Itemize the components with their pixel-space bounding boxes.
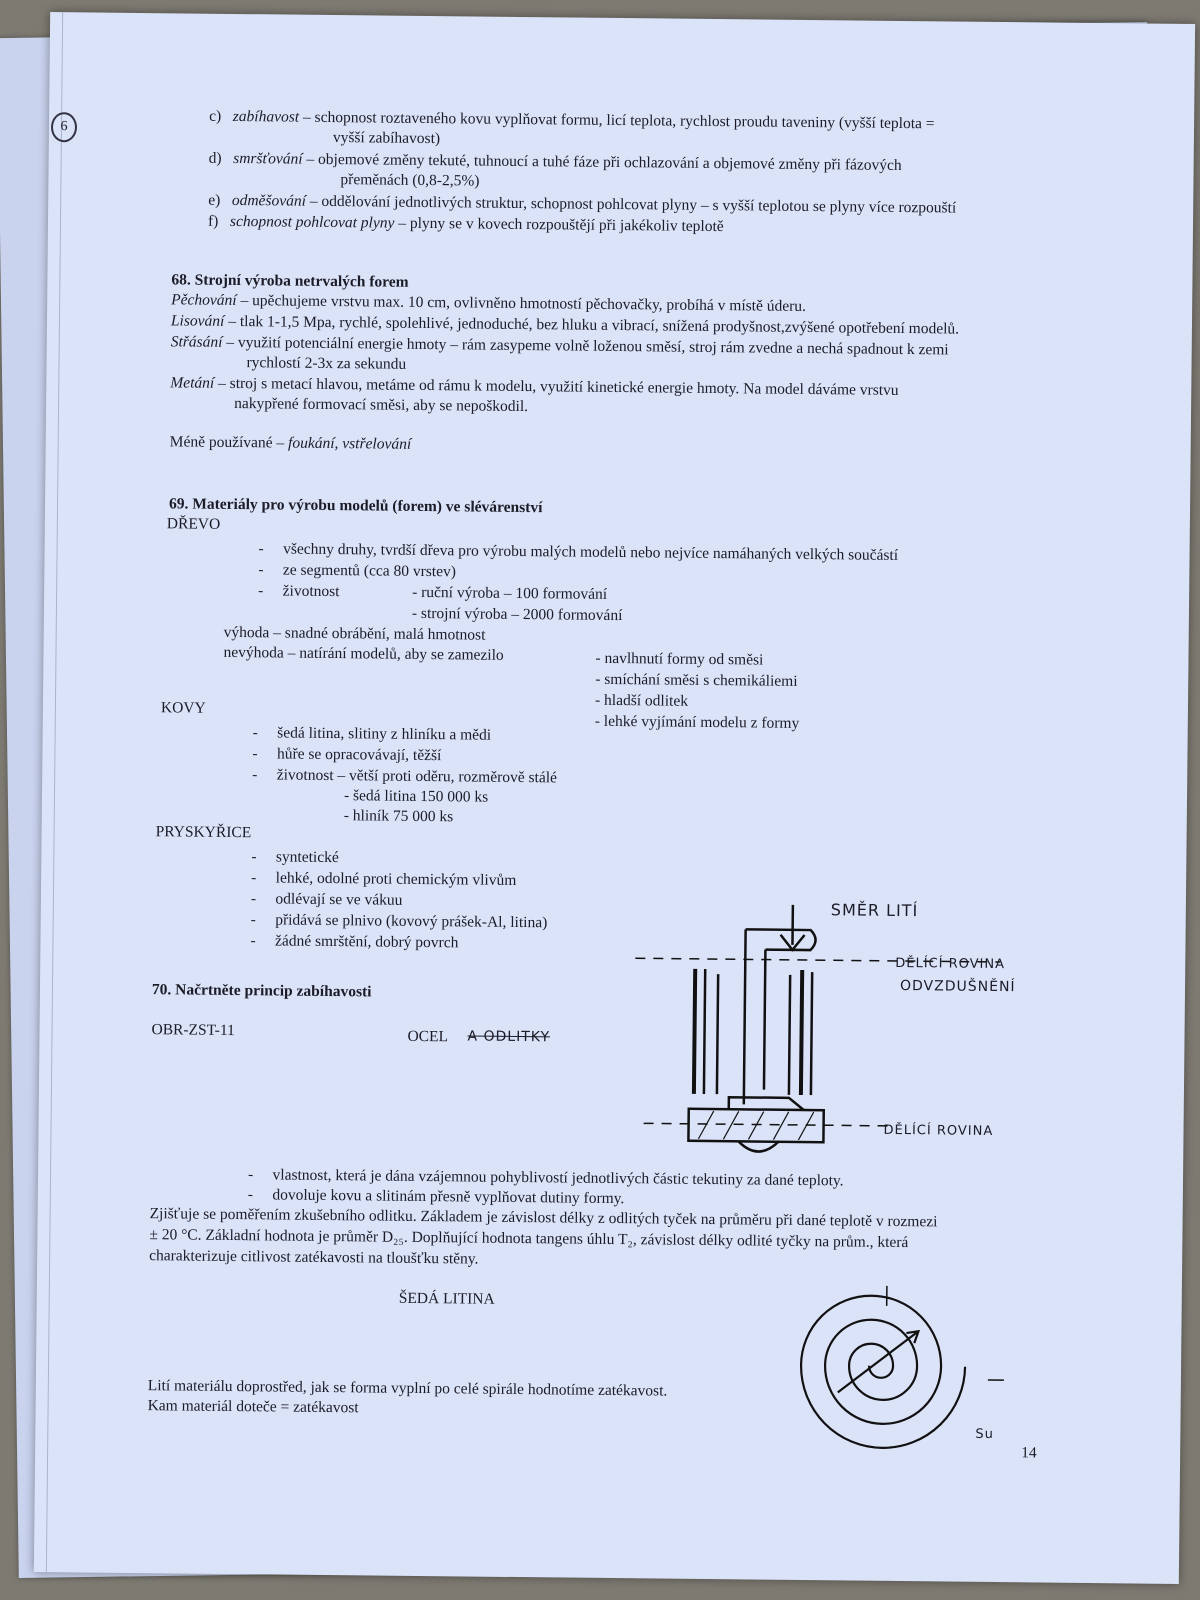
list-item: f) schopnost pohlcovat plyny – plyny se v kovech rozpouštějí při jakékoliv teplotě [207,212,724,236]
sub-item: - smíchání směsi s chemikáliemi [595,670,798,690]
section-heading: 68. Strojní výroba netrvalých forem [171,271,409,291]
paragraph-line: charakterizuje citlivost zatékavosti na tloušťku stěny. [149,1247,479,1268]
sub-item: - lehké vyjímání modelu z formy [594,712,800,732]
bullet-item: - vlastnost, která je dána vzájemnou pohyblivostí jednotlivých částic tekutiny za dané teploty. [247,1166,844,1190]
s68-item: Střásání – využití potenciální energie hmoty – rám zasypeme volně loženou směsí, stroj rám zvedne a nechá spadnout k zemi [170,333,949,359]
bullet-item: - dovoluje kovu a slitinám přesně vyplňovat dutiny formy. [247,1186,625,1208]
bullet-item: - ze segmentů (cca 80 vrstev) [258,561,457,581]
bullet-item: - životnost [258,582,340,601]
s68-item: Metání – stroj s metací hlavou, metáme od rámu k modelu, využití kinetické energie hmoty. Na model dáváme vrstvu [170,374,899,399]
cast-iron-label: ŠEDÁ LITINA [398,1289,495,1308]
list-item: e) odměšování – oddělování jednotlivých struktur, schopnost pohlcovat plyny – s vyšší teplotou se plyny více rozpouští [208,191,957,217]
list-item-cont: vyšší zabíhavost) [332,129,441,148]
sub-item: - navlhnutí formy od směsi [595,649,764,669]
page-number: 14 [1021,1444,1037,1462]
list-item: d) smršťování – objemové změny tekuté, tuhnoucí a tuhé fáze při ochlazování a objemové změny při fázových [208,149,902,174]
s68-item: Pěchování – upěchujeme vrstvu max. 10 cm, ovlivněno hmotností pěchovačky, probíhá v místě úderu. [171,291,807,315]
s68-item-cont: rychlostí 2-3x za sekundu [246,354,407,373]
venting-label: ODVZDUŠNĚNÍ [899,978,1016,996]
less-used: Méně používané – foukání, vstřelování [169,433,412,453]
paragraph-line: Kam materiál doteče = zatékavost [147,1397,359,1417]
sub-item: - hliník 75 000 ks [343,807,454,826]
parting-plane-label-2: DĚLÍCÍ ROVINA [883,1122,994,1139]
bullet-item: - hůře se opracovávají, těžší [252,745,442,765]
advantage: výhoda – snadné obrábění, malá hmotnost [223,623,486,644]
bullet-item: - všechny druhy, tvrdší dřeva pro výrobu malých modelů nebo nejvíce namáhaných velkých součástí [258,540,899,564]
pour-direction-label: SMĚR LITÍ [830,900,919,921]
margin-page-number: 6 [51,112,77,142]
bullet-item: - syntetické [251,848,339,867]
struck-text: A ODLITKY [467,1028,551,1046]
sub-item: - strojní výroba – 2000 formování [411,604,623,625]
list-item-cont: přeměnách (0,8-2,5%) [340,171,480,190]
section-heading: 70. Načrtněte princip zabíhavosti [151,981,372,1001]
sub-item: - hladší odlitek [594,691,689,710]
bullet-item: - životnost – větší proti oděru, rozměrově stálé [252,766,558,787]
figure-ref: OBR-ZST-11 [151,1021,235,1040]
s68-item: Lisování – tlak 1-1,5 Mpa, rychlé, spolehlivé, jednoduché, bez hluku a vibrací, snížená prodyšnost,zvýšené opotřebení modelů. [170,312,960,338]
sub-item: - ruční výroba – 100 formování [412,583,608,603]
list-item: c) zabíhavost – schopnost roztaveného kovu vyplňovat formu, licí teplota, rychlost proudu taveniny (vyšší teplota = [209,107,935,133]
material-title: KOVY [160,699,206,717]
paragraph-line: ± 20 °C. Základní hodnota je průměr D₂₅. Doplňující hodnota tangens úhlu T₂, závislost délky odlité tyčky na prům., která [149,1226,909,1252]
mold-sketch [628,878,1051,1192]
material-title: PRYSKYŘICE [155,823,252,842]
bullet-item: - lehké, odolné proti chemickým vlivům [251,869,517,889]
s68-item-cont: nakypřené formovací směsi, aby se nepoškodil. [234,394,529,416]
sub-item: - šedá litina 150 000 ks [343,787,489,806]
paragraph-line: Lití materiálu doprostřed, jak se forma vyplní po celé spirále hodnotíme zatékavost. [147,1377,668,1400]
steel-label: OCEL [407,1027,449,1046]
parting-plane-label: DĚLÍCÍ ROVINA [895,955,1006,973]
bullet-item: - žádné smrštění, dobrý povrch [250,932,459,952]
bullet-item: - odlévají se ve vákuu [250,890,403,909]
spiral-sketch [775,1270,1017,1483]
section-heading: 69. Materiály pro výrobu modelů (forem) ve slévárenství [168,495,543,517]
disadvantage: nevýhoda – natírání modelů, aby se zamezilo [223,643,504,664]
material-title: DŘEVO [166,515,221,533]
document-page [34,12,1195,1584]
bullet-item: - přidává se plnivo (kovový prášek-Al, litina) [250,911,548,932]
spiral-mark: Su [975,1426,994,1443]
bullet-item: - šedá litina, slitiny z hliníku a mědi [252,724,492,744]
paragraph-line: Zjišťuje se poměřením zkušebního odlitku. Základem je závislost délky z odlitých tyček na průměru při dané teplotě v rozmezi [149,1205,938,1231]
